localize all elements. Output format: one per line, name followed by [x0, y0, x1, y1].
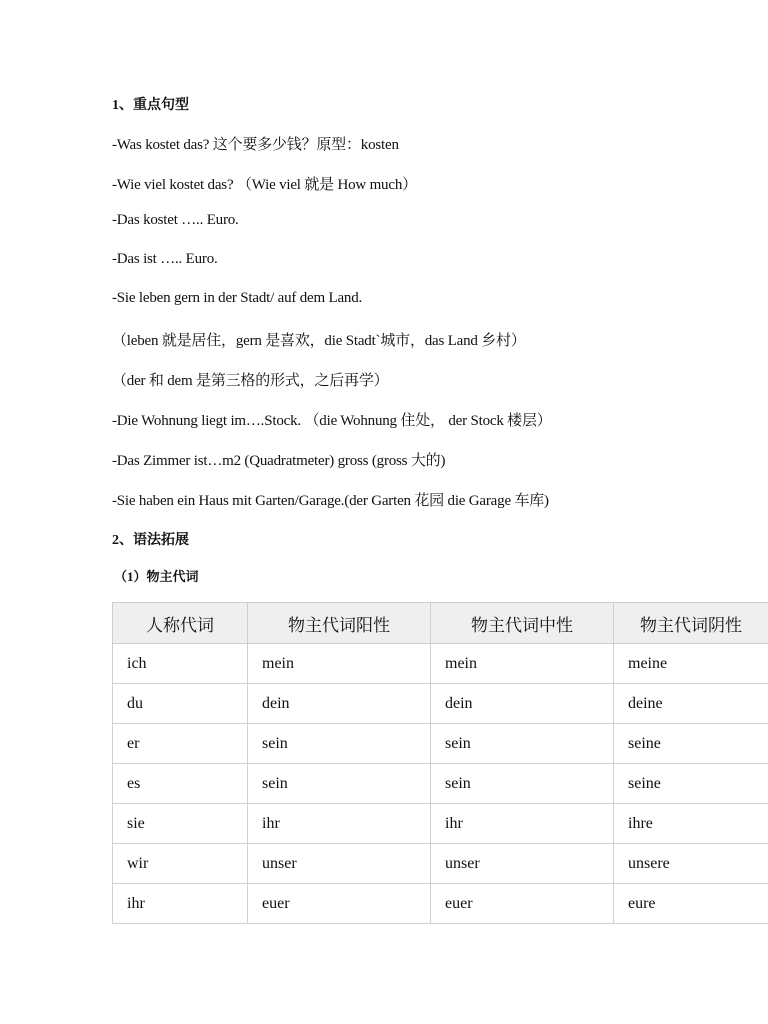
- table-cell: mein: [431, 644, 614, 684]
- table-row: [113, 844, 768, 884]
- table-cell: du: [113, 684, 248, 724]
- table-row: [113, 724, 768, 764]
- table-cell: er: [113, 724, 248, 764]
- table-cell: ihr: [431, 804, 614, 844]
- table-cell: mein: [248, 644, 431, 684]
- table-cell: wir: [113, 844, 248, 884]
- table-cell: ihre: [614, 804, 768, 844]
- table-header-row: [113, 603, 768, 644]
- table-cell: eure: [614, 884, 768, 924]
- table-cell: dein: [248, 684, 431, 724]
- table-cell: sein: [248, 764, 431, 804]
- sentence-line: -Sie haben ein Haus mit Garten/Garage.(der Garten 花园 die Garage 车库): [112, 493, 549, 509]
- table-row: [113, 684, 768, 724]
- table-cell: unser: [248, 844, 431, 884]
- table-cell: sie: [113, 804, 248, 844]
- sentence-line: -Die Wohnung liegt im….Stock. （die Wohnung 住处， der Stock 楼层）: [112, 413, 552, 429]
- table-cell: euer: [431, 884, 614, 924]
- column-header: 物主代词阳性: [248, 603, 431, 644]
- sentence-line: -Sie leben gern in der Stadt/ auf dem Land.: [112, 290, 363, 306]
- table-row: [113, 644, 768, 684]
- table-row: [113, 804, 768, 844]
- section-1-heading: 1、重点句型: [112, 98, 189, 113]
- column-header: 物主代词阴性: [614, 603, 768, 644]
- table-cell: unsere: [614, 844, 768, 884]
- table-cell: ihr: [113, 884, 248, 924]
- table-cell: ich: [113, 644, 248, 684]
- column-header: 物主代词中性: [431, 603, 614, 644]
- sentence-line: -Das kostet ….. Euro.: [112, 212, 239, 228]
- sentence-line: （leben 就是居住，gern 是喜欢，die Stadt`城市，das Land 乡村）: [112, 333, 526, 349]
- sentence-line: -Das Zimmer ist…m2 (Quadratmeter) gross (gross 大的): [112, 453, 446, 469]
- sentence-line: -Wie viel kostet das? （Wie viel 就是 How much）: [112, 177, 417, 193]
- sentence-line: -Was kostet das? 这个要多少钱？原型：kosten: [112, 137, 399, 153]
- section-2-heading: 2、语法拓展: [112, 533, 189, 548]
- table-cell: es: [113, 764, 248, 804]
- table-row: [113, 884, 768, 924]
- table-cell: unser: [431, 844, 614, 884]
- table-cell: dein: [431, 684, 614, 724]
- column-header: 人称代词: [113, 603, 248, 644]
- subsection-heading: （1）物主代词: [114, 569, 199, 584]
- table-cell: deine: [614, 684, 768, 724]
- table-row: [113, 764, 768, 804]
- table-cell: seine: [614, 724, 768, 764]
- table-cell: meine: [614, 644, 768, 684]
- table-cell: ihr: [248, 804, 431, 844]
- sentence-line: -Das ist ….. Euro.: [112, 251, 218, 267]
- table-cell: sein: [431, 724, 614, 764]
- possessive-pronoun-table: [112, 602, 768, 924]
- sentence-line: （der 和 dem 是第三格的形式，之后再学）: [112, 373, 389, 389]
- table-cell: seine: [614, 764, 768, 804]
- table-cell: sein: [248, 724, 431, 764]
- table-cell: euer: [248, 884, 431, 924]
- table-cell: sein: [431, 764, 614, 804]
